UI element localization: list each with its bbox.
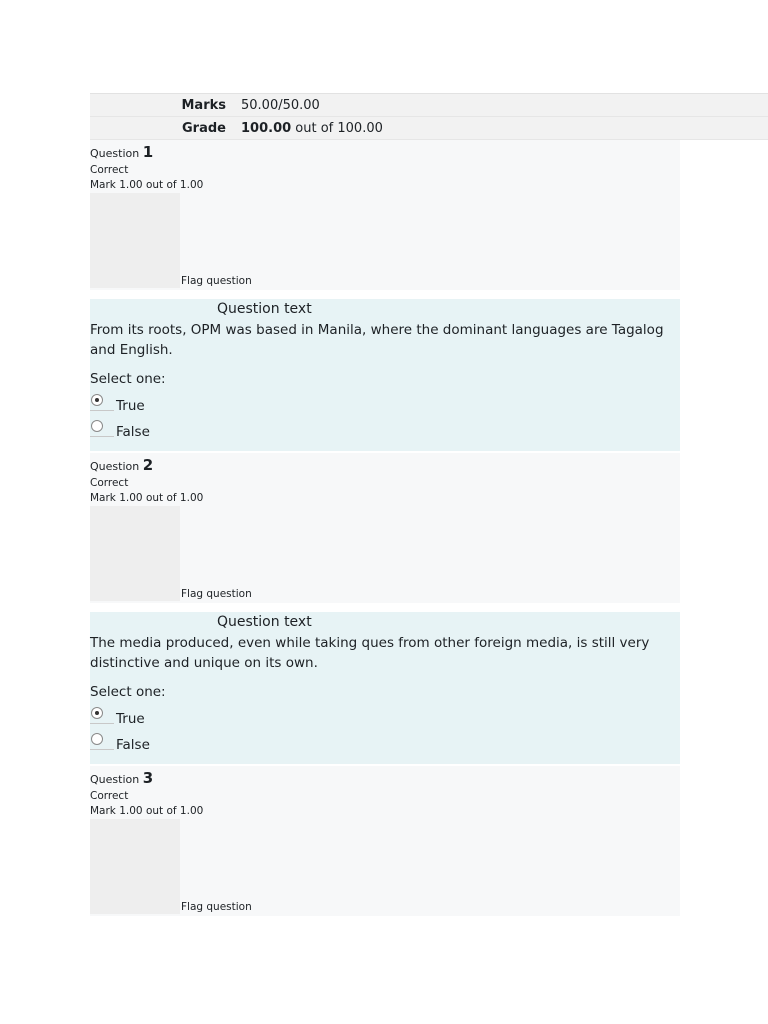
divider: [90, 436, 114, 437]
question-prefix: Question: [90, 147, 140, 160]
question-state: Correct: [90, 164, 129, 176]
select-one-prompt: Select one:: [90, 684, 166, 700]
question-2-info: [90, 453, 680, 603]
question-grade: Mark 1.00 out of 1.00: [90, 179, 204, 191]
grade-suffix: out of 100.00: [291, 120, 383, 136]
grade-label: Grade: [182, 120, 226, 136]
question-number-value: 2: [142, 456, 154, 474]
option-true[interactable]: [90, 707, 150, 729]
divider: [90, 749, 114, 750]
option-false[interactable]: [90, 733, 150, 755]
question-2-content: [90, 612, 680, 764]
flag-image-placeholder: [90, 819, 180, 914]
question-text-heading: Question text: [217, 614, 312, 630]
flag-question-link[interactable]: Flag question: [181, 901, 252, 913]
marks-value: 50.00/50.00: [241, 97, 320, 113]
option-label: False: [116, 737, 150, 753]
option-label: False: [116, 424, 150, 440]
question-state: Correct: [90, 477, 129, 489]
flag-image-placeholder: [90, 506, 180, 601]
question-number-value: 3: [142, 769, 154, 787]
question-grade: Mark 1.00 out of 1.00: [90, 805, 204, 817]
radio-button-selected[interactable]: [91, 394, 103, 406]
question-number: [90, 769, 153, 787]
option-false[interactable]: [90, 420, 150, 442]
question-state: Correct: [90, 790, 129, 802]
marks-row: [90, 94, 768, 117]
question-prefix: Question: [90, 460, 140, 473]
question-1-info: [90, 140, 680, 290]
grade-row: [90, 117, 768, 140]
flag-question-link[interactable]: Flag question: [181, 275, 252, 287]
question-grade: Mark 1.00 out of 1.00: [90, 492, 204, 504]
grade-value: [233, 121, 383, 136]
quiz-summary-table: [90, 93, 768, 140]
option-true[interactable]: [90, 394, 150, 416]
option-label: True: [116, 711, 145, 727]
flag-image-placeholder: [90, 193, 180, 288]
radio-button[interactable]: [91, 420, 103, 432]
question-1-content: [90, 299, 680, 451]
flag-question-link[interactable]: Flag question: [181, 588, 252, 600]
question-text-heading: Question text: [217, 301, 312, 317]
grade-score: 100.00: [241, 120, 292, 136]
question-number: [90, 143, 153, 161]
divider: [90, 410, 114, 411]
radio-button[interactable]: [91, 733, 103, 745]
marks-label: Marks: [181, 97, 226, 113]
question-number-value: 1: [142, 143, 154, 161]
question-text: The media produced, even while taking ques from other foreign media, is still very distinctive and unique on its own.: [90, 635, 650, 671]
question-text: From its roots, OPM was based in Manila, where the dominant languages are Tagalog and English.: [90, 322, 664, 358]
divider: [90, 723, 114, 724]
question-prefix: Question: [90, 773, 140, 786]
radio-button-selected[interactable]: [91, 707, 103, 719]
select-one-prompt: Select one:: [90, 371, 166, 387]
question-number: [90, 456, 153, 474]
question-3-info: [90, 766, 680, 916]
option-label: True: [116, 398, 145, 414]
